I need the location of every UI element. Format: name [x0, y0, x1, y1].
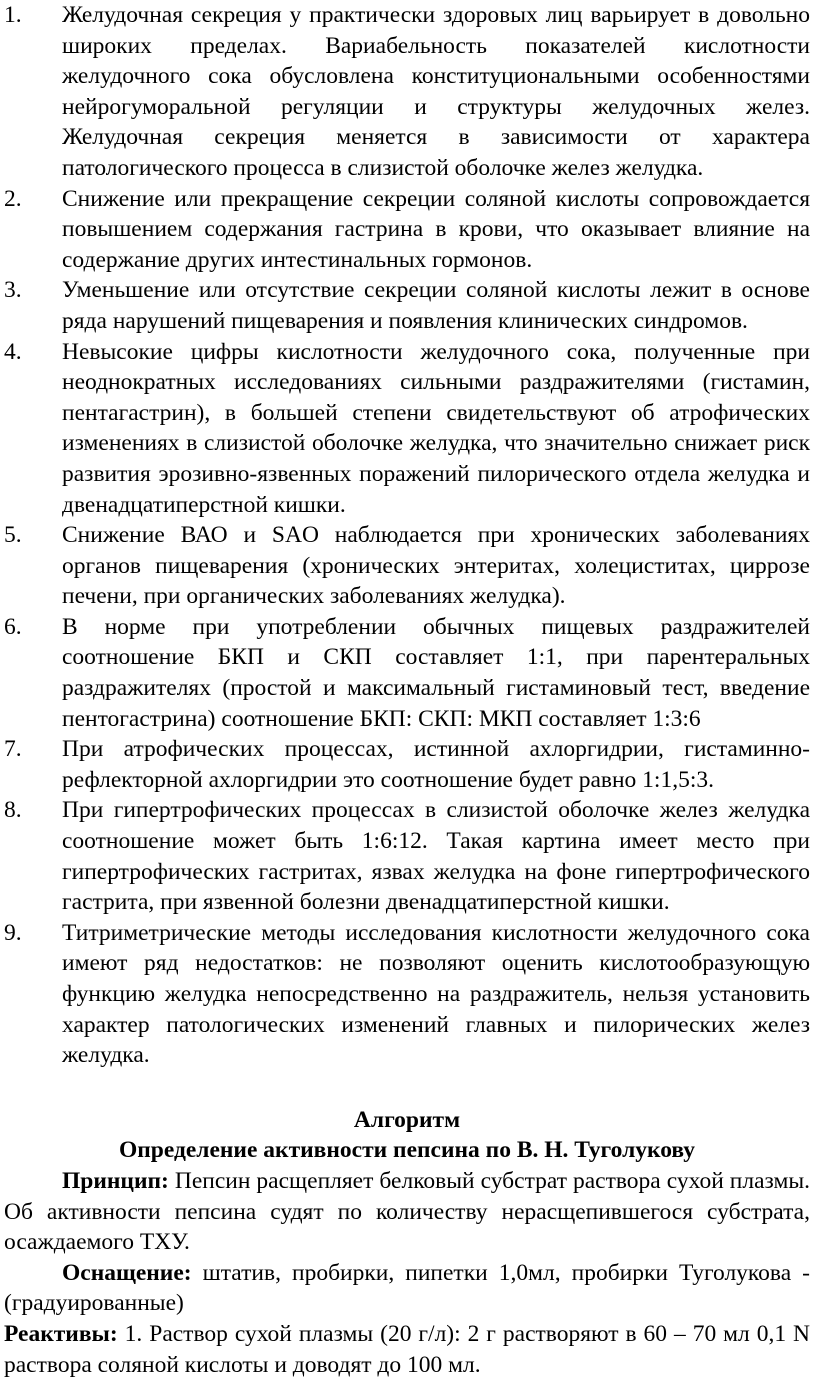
list-item-text: Невысокие цифры кислотности желудочного сока, полученные при неоднократных исследованиях сильными раздражителями (гистамин, пентагастрин), в большей степени свидетельствуют об атрофических изменениях в слизистой оболочке желудка, что значительно снижает риск развития эрозивно-язвенных поражений пилорического отдела желудка и двенадцатиперстной кишки. [62, 338, 810, 518]
list-item [4, 275, 810, 336]
equipment-paragraph [4, 1258, 810, 1319]
list-item [4, 918, 810, 1071]
list-item-text: При гипертрофических процессах в слизистой оболочке желез желудка соотношение может быть 1:6:12. Такая картина имеет место при гипертрофических гастритах, язвах желудка на фоне гипертрофического гастрита, при язвенной болезни двенадцатиперстной кишки. [62, 797, 810, 916]
principle-paragraph [4, 1166, 810, 1258]
list-item-number: 2. [4, 185, 22, 212]
list-item-number: 3. [4, 277, 22, 304]
algorithm-heading: Алгоритм [353, 1106, 461, 1133]
list-item-text: Снижение ВАО и SAO наблюдается при хронических заболеваниях органов пищеварения (хронических энтеритах, холециститах, циррозе печени, при органических заболеваниях желудка). [62, 522, 810, 610]
list-item-number: 7. [4, 736, 22, 763]
algorithm-subheading: Определение активности пепсина по В. Н. Туголукову [118, 1137, 696, 1164]
reagents-label: Реактивы: [4, 1320, 118, 1347]
principle-text: Пепсин расщепляет белковый субстрат раствора сухой плазмы. Об активности пепсина судят по количеству нерасщепившегося субстрата, осаждаемого ТХУ. [4, 1167, 810, 1256]
list-item-text: Уменьшение или отсутствие секреции соляной кислоты лежит в основе ряда нарушений пищеварения и появления клинических синдромов. [62, 277, 810, 334]
algorithm-section [4, 1105, 810, 1380]
principle-label: Принцип: [62, 1167, 169, 1194]
list-item [4, 337, 810, 521]
list-item-number: 4. [4, 338, 22, 365]
list-item-number: 9. [4, 919, 22, 946]
list-item-text: Желудочная секреция у практически здоровых лиц варьирует в довольно широких пределах. Вариабельность показателей кислотности желудочного сока обусловлена конституциональными особенностями нейрогуморальной регуляции и структуры желудочных желез. Желудочная секреция меняется в зависимости от характера патологического процесса в слизистой оболочке желез желудка. [62, 2, 810, 181]
list-item [4, 520, 810, 612]
list-item-number: 6. [4, 613, 22, 640]
list-item [4, 184, 810, 276]
findings-list [4, 0, 810, 1071]
list-item-text: Снижение или прекращение секреции соляной кислоты сопровождается повышением содержания гастрина в крови, что оказывает влияние на содержание других интестинальных гормонов. [62, 185, 810, 273]
reagents-paragraph [4, 1319, 810, 1380]
equipment-text: штатив, пробирки, пипетки 1,0мл, пробирки Туголукова - (градуированные) [4, 1259, 810, 1317]
list-item [4, 795, 810, 917]
equipment-label: Оснащение: [62, 1259, 192, 1286]
list-item [4, 612, 810, 734]
list-item [4, 0, 810, 184]
reagents-text: 1. Раствор сухой плазмы (20 г/л): 2 г растворяют в 60 – 70 мл 0,1 N раствора соляной кислоты и доводят до 100 мл. [4, 1320, 810, 1378]
list-item-text: При атрофических процессах, истинной ахлоргидрии, гистаминно-рефлекторной ахлоргидрии это соотношение будет равно 1:1,5:3. [62, 736, 810, 793]
list-item-number: 8. [4, 797, 22, 824]
list-item-text: Титриметрические методы исследования кислотности желудочного сока имеют ряд недостатков: не позволяют оценить кислотообразующую функцию желудка непосредственно на раздражитель, нельзя установить характер патологических изменений главных и пилорических желез желудка. [62, 919, 810, 1069]
list-item-number: 5. [4, 522, 22, 549]
list-item-number: 1. [4, 2, 22, 28]
list-item-text: В норме при употреблении обычных пищевых раздражителей соотношение БКП и СКП составляет 1:1, при парентеральных раздражителях (простой и максимальный гистаминовый тест, введение пентогастрина) соотношение БКП: СКП: МКП составляет 1:3:6 [62, 613, 810, 732]
list-item [4, 734, 810, 795]
